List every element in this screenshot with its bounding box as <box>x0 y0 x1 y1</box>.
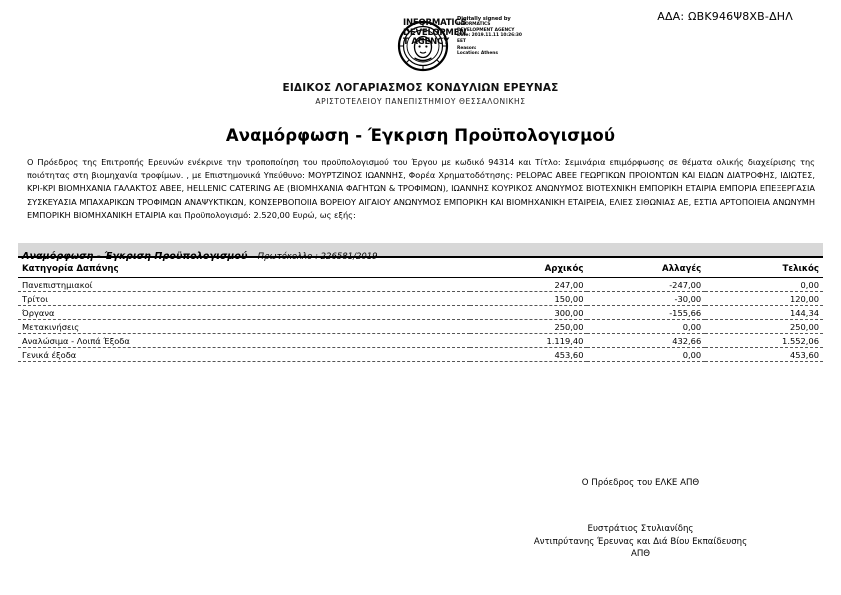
table-row <box>18 320 823 334</box>
table-row <box>18 334 823 348</box>
cell-initial: 247,00 <box>470 278 588 292</box>
stamp-overlay-line-3: T AGENCY <box>403 37 450 47</box>
table-body <box>18 278 823 362</box>
letterhead <box>0 82 841 106</box>
cell-final: 250,00 <box>705 320 823 334</box>
table-row <box>18 292 823 306</box>
signatory-institution: ΑΠΘ <box>630 549 651 559</box>
stamp-sig-line-3: DEVELOPMENT AGENCY <box>457 27 515 33</box>
stamp-overlay-line-1: INFORMATICS <box>403 18 467 28</box>
cell-changes: -155,66 <box>587 306 705 320</box>
cell-category: Αναλώσιμα - Λοιπά Έξοδα <box>18 334 470 348</box>
budget-table <box>18 264 823 362</box>
signature-name-block <box>0 523 841 561</box>
stamp-sig-line-4: Date: 2019.11.11 10:26:30 <box>457 33 522 39</box>
table-row <box>18 348 823 362</box>
digital-signature-stamp <box>395 8 545 74</box>
letterhead-organization: ΕΙΔΙΚΟΣ ΛΟΓΑΡΙΑΣΜΟΣ ΚΟΝΔΥΛΙΩΝ ΕΡΕΥΝΑΣ <box>282 82 559 94</box>
stamp-sig-line-2: INFORMATICS <box>457 22 491 28</box>
column-header-category: Κατηγορία Δαπάνης <box>18 264 470 278</box>
table-row <box>18 306 823 320</box>
table-row <box>18 278 823 292</box>
cell-initial: 150,00 <box>470 292 588 306</box>
cell-changes: 0,00 <box>587 348 705 362</box>
cell-initial: 300,00 <box>470 306 588 320</box>
cell-changes: -30,00 <box>587 292 705 306</box>
cell-final: 1.552,06 <box>705 334 823 348</box>
signatory-role: Ο Πρόεδρος του ΕΛΚΕ ΑΠΘ <box>581 478 700 488</box>
signature-role-line <box>0 478 841 488</box>
letterhead-university: ΑΡΙΣΤΟΤΕΛΕΙΟΥ ΠΑΝΕΠΙΣΤΗΜΙΟΥ ΘΕΣΣΑΛΟΝΙΚΗΣ <box>315 97 526 106</box>
section-title: Αναμόρφωση - Έγκριση Προϋπολογισμού <box>22 251 248 262</box>
ada-code: ΑΔΑ: ΩΒΚ946Ψ8ΧΒ-ΔΗΛ <box>657 10 793 23</box>
column-header-final: Τελικός <box>705 264 823 278</box>
cell-initial: 453,60 <box>470 348 588 362</box>
stamp-sig-line-1: Digitally signed by <box>457 16 511 22</box>
cell-final: 453,60 <box>705 348 823 362</box>
cell-category: Τρίτοι <box>18 292 470 306</box>
stamp-sig-line-5: EET <box>457 38 466 44</box>
body-paragraph: Ο Πρόεδρος της Επιτροπής Ερευνών ενέκρινε την τροποποίηση του προϋπολογισμού του Έργου με κωδικό 94314 και Τίτλο: Σεμινάρια επιμόρφωσης σε θέματα ολικής διαχείρισης της ποιότητας στη βιομηχανία τροφίμων. , με Επιστημονικά Υπεύθυνο: ΜΟΥΡΤΖΙΝΟΣ ΙΩΑΝΝΗΣ, Φορέα Χρηματοδότησης: PELOPAC ΑΒΕΕ ΓΕΩΡΓΙΚΩΝ ΠΡΟΙΟΝΤΩΝ ΚΑΙ ΕΙΔΩΝ ΔΙΑΤΡΟΦΗΣ, ΙΔΙΩΤΕΣ, ΚΡΙ-ΚΡΙ ΒΙΟΜΗΧΑΝΙΑ ΓΑΛΑΚΤΟΣ ΑΒΕΕ, HELLENIC CATERING ΑΕ (ΒΙΟΜΗΧΑΝΙΑ ΦΑΓΗΤΩΝ & ΤΡΟΦΙΜΩΝ), ΙΩΑΝΝΗΣ ΚΟΥΡΙΚΟΣ ΑΝΩΝΥΜΟΣ ΒΙΟΤΕΧΝΙΚΗ ΕΜΠΟΡΙΚΗ ΕΤΑΙΡΙΑ ΕΜΠΟΡΙΑ ΕΠΕΞΕΡΓΑΣΙΑ ΣΥΣΚΕΥΑΣΙΑ ΜΠΑΧΑΡΙΚΩΝ ΤΡΟΦΙΜΩΝ ΑΝΑΨΥΚΤΙΚΩΝ, ΚΟΝΣΕΡΒΟΠΟΙΙΑ ΒΟΡΕΙΟΥ ΑΙΓΑΙΟΥ ΑΝΩΝΥΜΟΣ ΕΜΠΟΡΙΚΗ ΚΑΙ ΒΙΟΜΗΧΑΝΙΚΗ ΕΤΑΙΡΕΙΑ, ΕΛΙΕΣ ΣΙΘΩΝΙΑΣ ΑΕ, ΕΣΤΙΑ ΑΡΤΟΠΟΙΕΙΑ ΑΝΩΝΥΜΗ ΕΜΠΟΡΙΚΗ ΒΙΟΜΗΧΑΝΙΚΗ ΕΤΑΙΡΙΑ και Προϋπολογισμό: 2.520,00 Ευρώ, ως εξής: <box>27 157 815 220</box>
cell-category: Πανεπιστημιακοί <box>18 278 470 292</box>
stamp-sig-line-7: Location: Athens <box>457 51 498 57</box>
cell-final: 120,00 <box>705 292 823 306</box>
cell-category: Όργανα <box>18 306 470 320</box>
cell-category: Μετακινήσεις <box>18 320 470 334</box>
column-header-changes: Αλλαγές <box>587 264 705 278</box>
cell-changes: -247,00 <box>587 278 705 292</box>
cell-initial: 250,00 <box>470 320 588 334</box>
column-header-initial: Αρχικός <box>470 264 588 278</box>
cell-category: Γενικά έξοδα <box>18 348 470 362</box>
signatory-position: Αντιπρύτανης Έρευνας και Διά Βίου Εκπαίδευσης <box>533 536 748 547</box>
cell-initial: 1.119,40 <box>470 334 588 348</box>
table-header-row <box>18 264 823 278</box>
section-protocol: Πρωτόκολλο : 226581/2019 <box>257 252 378 262</box>
cell-final: 0,00 <box>705 278 823 292</box>
stamp-sig-line-6: Reason: <box>457 46 477 52</box>
stamp-signature-details <box>457 17 545 57</box>
page-title: Αναμόρφωση - Έγκριση Προϋπολογισμού <box>225 126 616 145</box>
signatory-name: Ευστράτιος Στυλιανίδης <box>587 524 694 534</box>
cell-changes: 0,00 <box>587 320 705 334</box>
stamp-overlay-line-2: DEVELOPMEN <box>403 27 467 38</box>
section-header-bar <box>18 243 823 262</box>
cell-final: 144,34 <box>705 306 823 320</box>
cell-changes: 432,66 <box>587 334 705 348</box>
